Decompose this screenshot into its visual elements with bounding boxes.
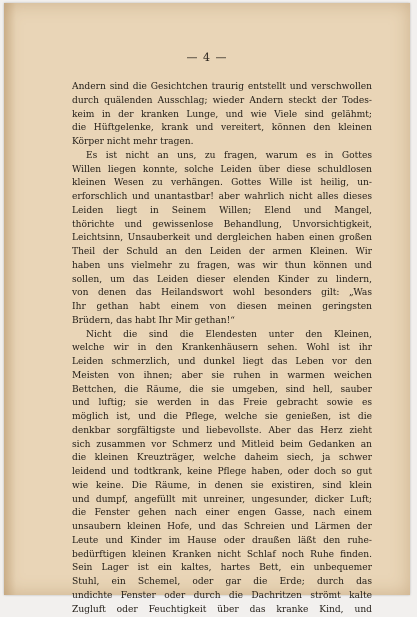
text-line: die Hüftgelenke, krank und vereitert, können den kleinen xyxy=(72,122,372,136)
text-line: kleinen Wesen zu verhängen. Gottes Wille ist heilig, un- xyxy=(72,177,372,191)
text-line: Leiden schmerzlich, und dunkel liegt das Leben vor den xyxy=(72,356,372,370)
text-line: Leiden liegt in Seinem Willen; Elend und Mangel, xyxy=(72,205,372,219)
text-line: haben uns vielmehr zu fragen, was wir thun können und xyxy=(72,260,372,274)
text-line: undichte Fenster oder durch die Dachritzen strömt kalte xyxy=(72,590,372,604)
text-line: durch quälenden Ausschlag; wieder Andern steckt der Todes- xyxy=(72,95,372,109)
body-text xyxy=(72,81,372,617)
text-line: wie keine. Die Räume, in denen sie existiren, sind klein xyxy=(72,480,372,494)
text-line: die kleinen Kreuzträger, welche daheim siech, ja schwer xyxy=(72,452,372,466)
page-number: — 4 — xyxy=(4,51,410,64)
text-line: Zugluft oder Feuchtigkeit über das kranke Kind, und xyxy=(72,604,372,617)
text-line: Körper nicht mehr tragen. xyxy=(72,136,372,150)
text-line: Bettchen, die Räume, die sie umgeben, sind hell, sauber xyxy=(72,384,372,398)
text-line: Willen liegen konnte, solche Leiden über diese schuldlosen xyxy=(72,164,372,178)
text-line: keim in der kranken Lunge, und wie Viele sind gelähmt; xyxy=(72,109,372,123)
text-line: Theil der Schuld an den Leiden der armen Kleinen. Wir xyxy=(72,246,372,260)
text-line: Leichtsinn, Unsauberkeit und dergleichen haben einen großen xyxy=(72,232,372,246)
text-line: Stuhl, ein Schemel, oder gar die Erde; durch das xyxy=(72,576,372,590)
text-line: sich zusammen vor Schmerz und Mitleid beim Gedanken an xyxy=(72,439,372,453)
text-line: Brüdern, das habt Ihr Mir gethan!“ xyxy=(72,315,372,329)
text-line: Nicht die sind die Elendesten unter den Kleinen, xyxy=(72,329,372,343)
text-line: unsaubern kleinen Hofe, und das Schreien und Lärmen der xyxy=(72,521,372,535)
text-line: Meisten von ihnen; aber sie ruhen in warmen weichen xyxy=(72,370,372,384)
text-line: welche wir in den Krankenhäusern sehen. Wohl ist ihr xyxy=(72,342,372,356)
text-line: leidend und todtkrank, keine Pflege haben, oder doch so gut xyxy=(72,466,372,480)
text-line: Ihr gethan habt einem von diesen meinen geringsten xyxy=(72,301,372,315)
text-line: erforschlich und unantastbar! aber wahrlich nicht alles dieses xyxy=(72,191,372,205)
text-line: denkbar sorgfältigste und liebevollste. Aber das Herz zieht xyxy=(72,425,372,439)
text-line: Es ist nicht an uns, zu fragen, warum es in Gottes xyxy=(72,150,372,164)
text-line: sollen, um das Leiden dieser elenden Kinder zu lindern, xyxy=(72,274,372,288)
page-edge-stain xyxy=(4,3,16,595)
text-line: thörichte und gewissenlose Behandlung, Unvorsichtigkeit, xyxy=(72,219,372,233)
text-line: Andern sind die Gesichtchen traurig entstellt und verschwollen xyxy=(72,81,372,95)
text-line: Leute und Kinder im Hause oder draußen läßt den ruhe- xyxy=(72,535,372,549)
document-page xyxy=(4,3,410,595)
text-line: von denen das Heilandswort wohl besonders gilt: „Was xyxy=(72,287,372,301)
text-line: möglich ist, und die Pflege, welche sie genießen, ist die xyxy=(72,411,372,425)
text-line: und luftig; sie werden in das Freie gebracht sowie es xyxy=(72,397,372,411)
text-line: bedürftigen kleinen Kranken nicht Schlaf noch Ruhe finden. xyxy=(72,549,372,563)
text-line: und dumpf, angefüllt mit unreiner, ungesunder, dicker Luft; xyxy=(72,494,372,508)
text-line: die Fenster gehen nach einer engen Gasse, nach einem xyxy=(72,507,372,521)
text-line: Sein Lager ist ein kaltes, hartes Bett, ein unbequemer xyxy=(72,562,372,576)
